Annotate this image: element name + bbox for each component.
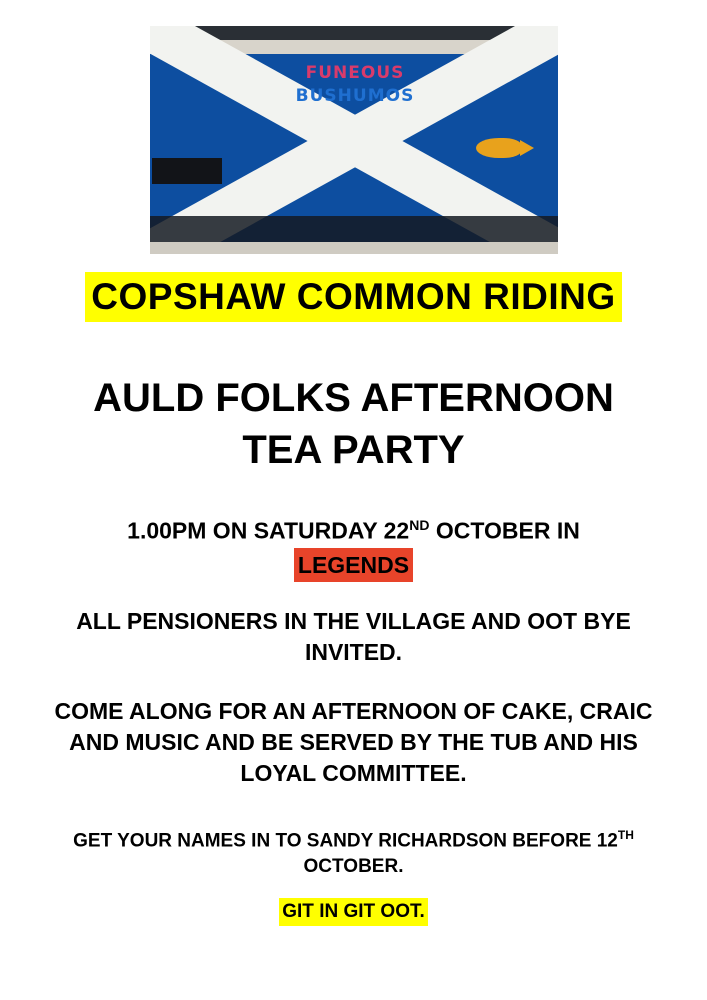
event-date-suffix: OCTOBER IN: [429, 517, 580, 544]
rsvp-text-suffix: OCTOBER.: [303, 856, 404, 878]
date-ordinal-suffix: ND: [409, 517, 430, 533]
rsvp-text-prefix: GET YOUR NAMES IN TO SANDY RICHARDSON BEFORE 12: [73, 830, 618, 852]
description-paragraph: COME ALONG FOR AN AFTERNOON OF CAKE, CRAIC AND MUSIC AND BE SERVED BY THE TUB AND HIS LOYAL COMMITTEE.: [54, 698, 653, 786]
saltire-flag-photo: [150, 26, 558, 254]
footer-slogan: [45, 898, 662, 926]
event-time-date-prefix: 1.00PM ON SATURDAY 22: [127, 517, 410, 544]
venue-name: LEGENDS: [294, 548, 413, 582]
rsvp-paragraph: [45, 822, 662, 880]
headline-line-1: AULD FOLKS AFTERNOON: [93, 376, 614, 420]
fish-icon: [476, 138, 522, 158]
photo-banner-line-1: FUNEOUS: [305, 63, 405, 83]
invitation-paragraph: ALL PENSIONERS IN THE VILLAGE AND OOT BYE INVITED.: [76, 608, 631, 665]
photo-banner-lettering: [260, 62, 450, 108]
event-datetime-line: [53, 508, 654, 582]
headline: [53, 372, 654, 476]
photo-banner-line-2: BUSHUMOS: [295, 86, 415, 106]
rsvp-date-ordinal: TH: [617, 828, 634, 842]
headline-line-2: TEA PARTY: [242, 428, 465, 472]
photo-dark-block: [152, 158, 222, 184]
photo-lower-dark-band: [150, 216, 558, 242]
photo-bottom-edge: [150, 242, 558, 254]
event-title-banner: [45, 272, 662, 322]
footer-slogan-text: GIT IN GIT OOT.: [279, 898, 428, 926]
page-title: COPSHAW COMMON RIDING: [85, 272, 621, 322]
